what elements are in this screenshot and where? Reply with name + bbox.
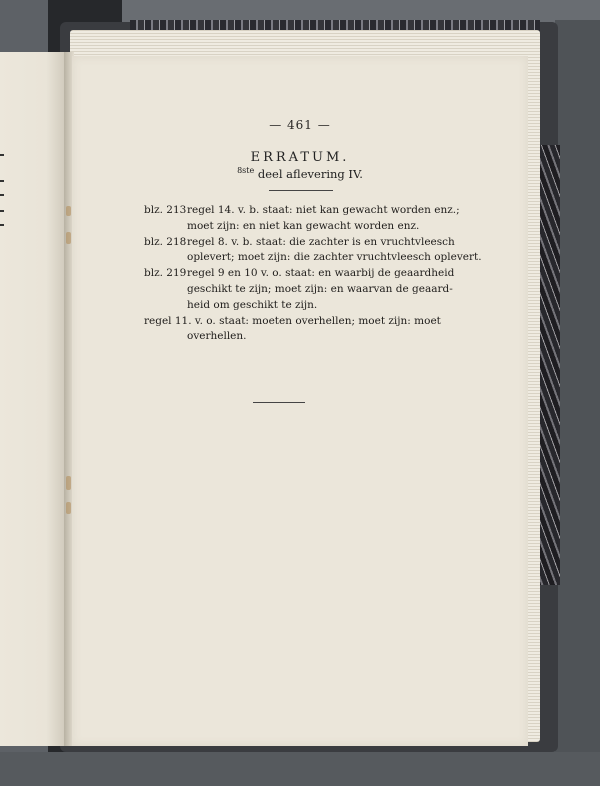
entry-line: moet zijn: en niet kan gewacht worden enz. <box>187 219 420 232</box>
erratum-entry <box>144 203 504 235</box>
entry-line: overhellen. <box>187 330 247 343</box>
print-mark <box>0 224 4 226</box>
subtitle-text: deel aflevering IV. <box>254 166 363 181</box>
book-page <box>72 56 528 746</box>
scanner-background-right <box>555 20 600 786</box>
rust-stain <box>66 476 71 490</box>
scanner-background-bottom <box>0 752 600 786</box>
entry-reference: blz. 213 <box>144 204 187 216</box>
erratum-list <box>144 203 504 345</box>
page-subtitle <box>72 166 528 181</box>
rust-stain <box>66 206 71 216</box>
entry-line: regel 11. v. o. staat: moeten overhellen; moet zijn: moet <box>144 314 441 327</box>
entry-line: regel 8. v. b. staat: die zachter is en vruchtvleesch <box>187 235 455 248</box>
entry-line: regel 9 en 10 v. o. staat: en waarbij de geaardheid <box>187 267 455 280</box>
entry-line: oplevert; moet zijn: die zachter vruchtvleesch oplevert. <box>187 251 482 264</box>
subtitle-superscript: 8ste <box>237 166 255 175</box>
divider-rule <box>269 190 333 191</box>
entry-line: geschikt te zijn; moet zijn: en waarvan de geaard- <box>187 282 453 295</box>
rust-stain <box>66 502 71 514</box>
print-mark <box>0 194 4 196</box>
left-facing-page <box>0 52 66 746</box>
entry-line: heid om geschikt te zijn. <box>187 298 318 311</box>
entry-line: regel 14. v. b. staat: niet kan gewacht worden enz.; <box>187 204 460 216</box>
end-rule <box>253 402 305 403</box>
entry-reference: blz. 218 <box>144 235 187 248</box>
entry-reference: blz. 219 <box>144 267 187 280</box>
page-title: ERRATUM. <box>250 150 350 165</box>
print-mark <box>0 180 4 182</box>
print-mark <box>0 210 4 212</box>
erratum-entry <box>144 266 504 313</box>
erratum-entry <box>144 314 504 346</box>
erratum-entry <box>144 235 504 267</box>
rust-stain <box>66 232 71 244</box>
page-number: — 461 — <box>269 118 331 132</box>
print-mark <box>0 154 4 156</box>
